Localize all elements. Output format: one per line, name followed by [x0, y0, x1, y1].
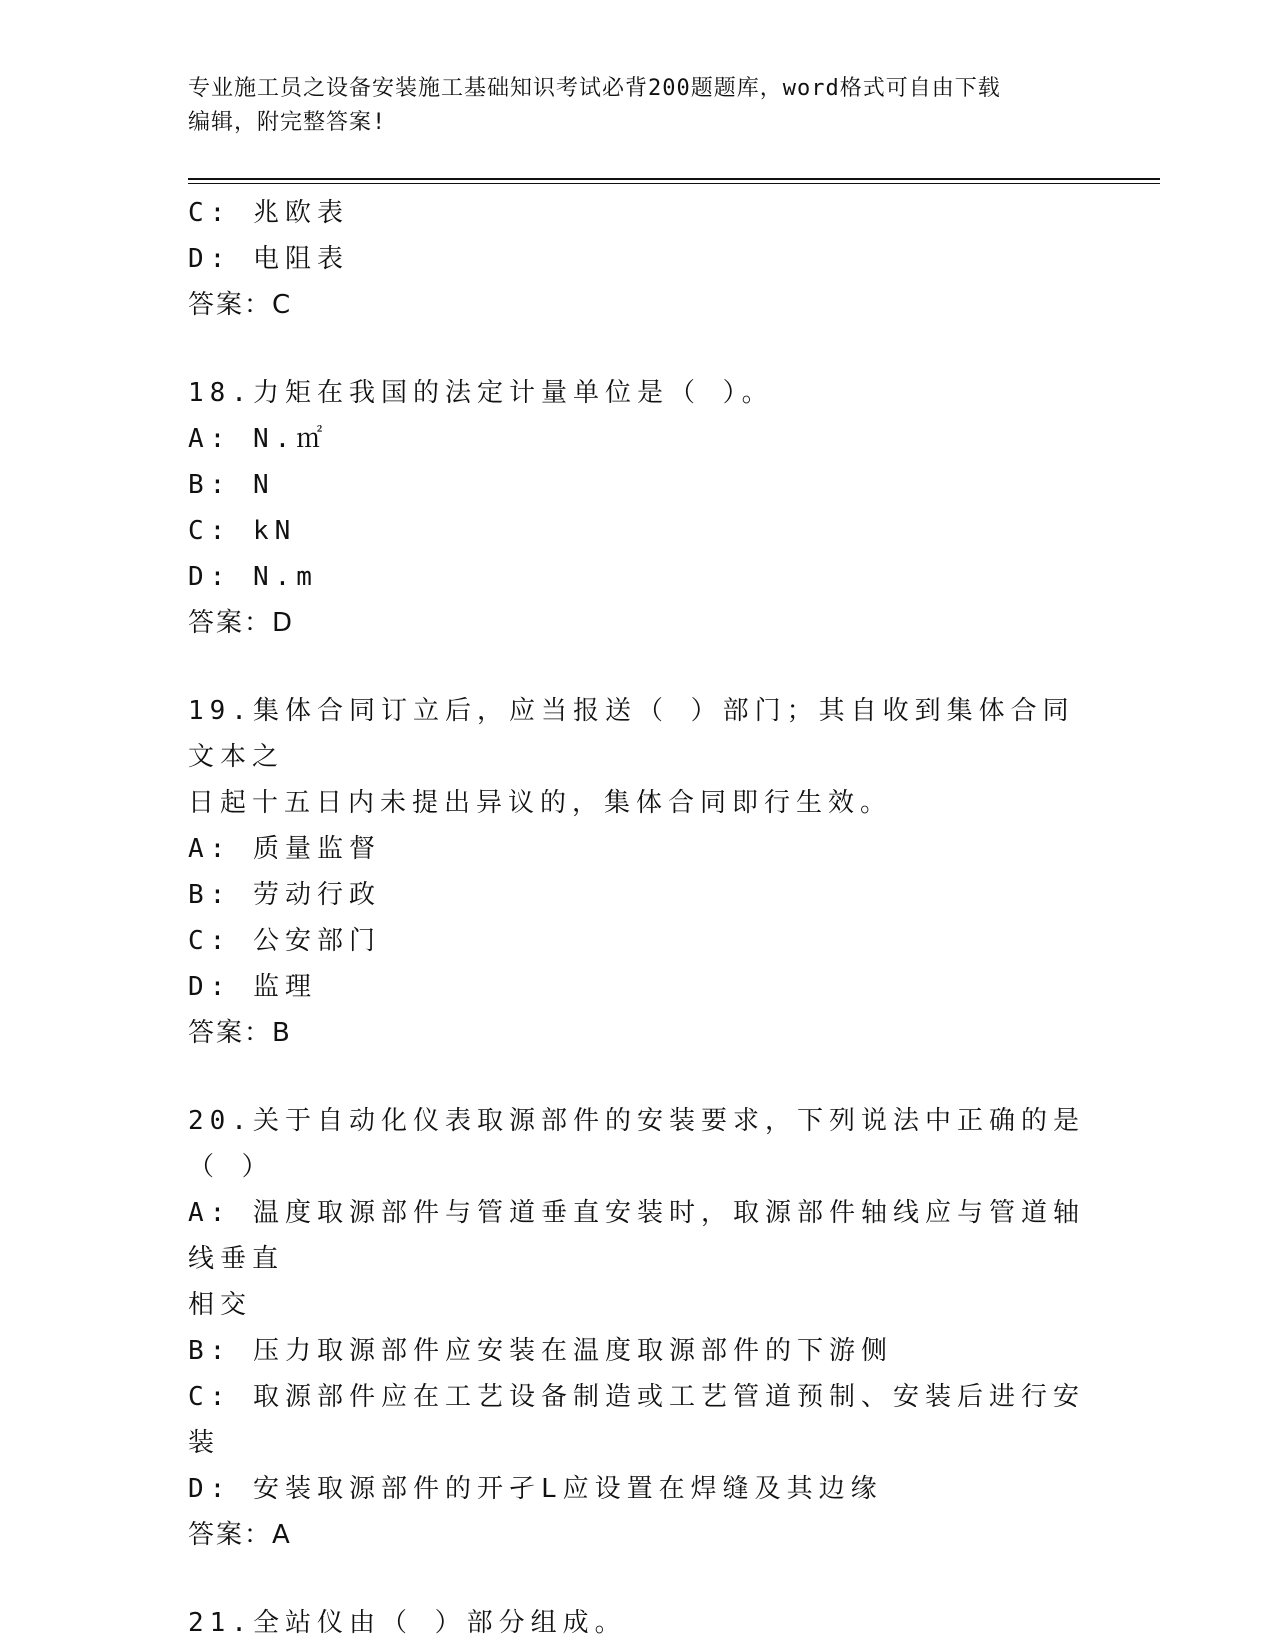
option-d: D: N.m	[188, 562, 318, 592]
option-b: B: 压力取源部件应安装在温度取源部件的下游侧	[188, 1336, 893, 1366]
document-header	[188, 72, 1068, 140]
question-stem-line-2: 日起十五日内未提出异议的，集体合同即行生效。	[188, 788, 893, 818]
answer-text: 答案：B	[188, 1018, 292, 1048]
question-stem: 20.关于自动化仪表取源部件的安装要求，下列说法中正确的是（ ）	[188, 1106, 1085, 1182]
option-c: C: 取源部件应在工艺设备制造或工艺管道预制、安装后进行安装	[188, 1382, 1085, 1458]
header-title-line-1: 专业施工员之设备安装施工基础知识考试必背200题题库，word格式可自由下载	[188, 76, 1001, 101]
question-stem: 21.全站仪由（ ）部分组成。	[188, 1608, 627, 1638]
header-divider-thick	[188, 178, 1160, 180]
option-a-line-2: 相交	[188, 1290, 253, 1320]
option-c: C: 公安部门	[188, 926, 381, 956]
option-c: C: 兆欧表	[188, 198, 349, 228]
option-d: D: 监理	[188, 972, 317, 1002]
option-b: B: 劳动行政	[188, 880, 381, 910]
answer-text: 答案：D	[188, 608, 295, 638]
option-b: B: N	[188, 470, 275, 500]
question-19	[188, 688, 1088, 1056]
question-stem: 18.力矩在我国的法定计量单位是（ ）。	[188, 378, 774, 408]
header-divider-thin	[188, 183, 1160, 184]
option-a: A: 质量监督	[188, 834, 381, 864]
option-a-line-1: A: 温度取源部件与管道垂直安装时，取源部件轴线应与管道轴线垂直	[188, 1198, 1085, 1274]
option-c: C: kN	[188, 516, 297, 546]
answer-text: 答案：A	[188, 1520, 292, 1550]
question-21	[188, 1600, 1088, 1646]
option-d: D: 安装取源部件的开孑L应设置在焊缝及其边缘	[188, 1474, 883, 1504]
question-stem-line-1: 19.集体合同订立后，应当报送（ ）部门；其自收到集体合同文本之	[188, 696, 1075, 772]
header-title-line-2: 编辑，附完整答案!	[188, 110, 387, 135]
option-a: A: N.㎡	[188, 424, 329, 454]
question-20	[188, 1098, 1088, 1558]
option-d: D: 电阻表	[188, 244, 349, 274]
question-list	[188, 190, 1088, 1646]
answer-text: 答案：C	[188, 290, 293, 320]
question-17-tail	[188, 190, 1088, 328]
question-18	[188, 370, 1088, 646]
